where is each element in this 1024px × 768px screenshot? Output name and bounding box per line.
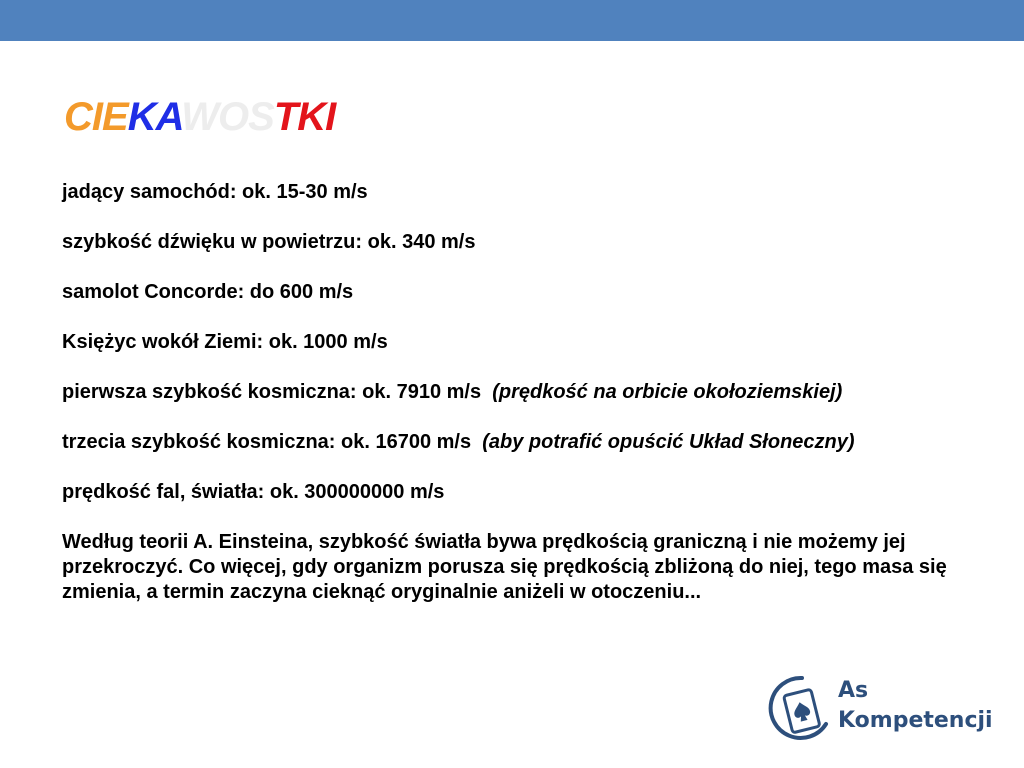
paragraph-sound-speed	[62, 230, 962, 255]
logo-wordmark	[838, 676, 993, 736]
paragraph-text: jadący samochód: ok. 15-30 m/s	[62, 181, 368, 203]
as-kompetencji-logo	[768, 668, 998, 748]
paragraph-first-cosmic-velocity	[62, 380, 962, 405]
title-part-1: CIE	[64, 95, 128, 139]
paragraph-third-cosmic-velocity	[62, 430, 962, 455]
paragraph-concorde	[62, 280, 962, 305]
title-part-3: WOS	[181, 95, 274, 139]
spade-card-icon	[768, 674, 832, 742]
paragraph-text: samolot Concorde: do 600 m/s	[62, 281, 354, 303]
paragraph-note: (prędkość na orbicie okołoziemskiej)	[492, 381, 843, 403]
logo-line-1: As	[838, 678, 869, 703]
paragraph-moon	[62, 330, 962, 355]
top-accent-bar	[0, 0, 1024, 41]
paragraph-text: Księżyc wokół Ziemi: ok. 1000 m/s	[62, 331, 388, 353]
paragraph-text: trzecia szybkość kosmiczna: ok. 16700 m/s	[62, 431, 472, 453]
logo-line-2: Kompetencji	[838, 708, 993, 733]
slide-body	[62, 180, 962, 630]
paragraph-text: Według teorii A. Einsteina, szybkość światła bywa prędkością graniczną i nie możemy jej przekroczyć. Co więcej, gdy organizm porusza się prędkością zbliżoną do niej, tego masa się zmienia, a termin zaczyna cieknąć oryginalnie aniżeli w otoczeniu...	[62, 531, 947, 603]
paragraph-einstein	[62, 530, 962, 605]
paragraph-text: prędkość fal, światła: ok. 300000000 m/s	[62, 481, 445, 503]
paragraph-text: pierwsza szybkość kosmiczna: ok. 7910 m/s	[62, 381, 482, 403]
slide-title	[64, 93, 335, 141]
paragraph-text: szybkość dźwięku w powietrzu: ok. 340 m/s	[62, 231, 476, 253]
paragraph-note: (aby potrafić opuścić Układ Słoneczny)	[482, 431, 855, 453]
paragraph-car-speed	[62, 180, 962, 205]
title-part-4: TKI	[273, 95, 336, 139]
title-part-2: KA	[127, 95, 182, 139]
paragraph-light-speed	[62, 480, 962, 505]
